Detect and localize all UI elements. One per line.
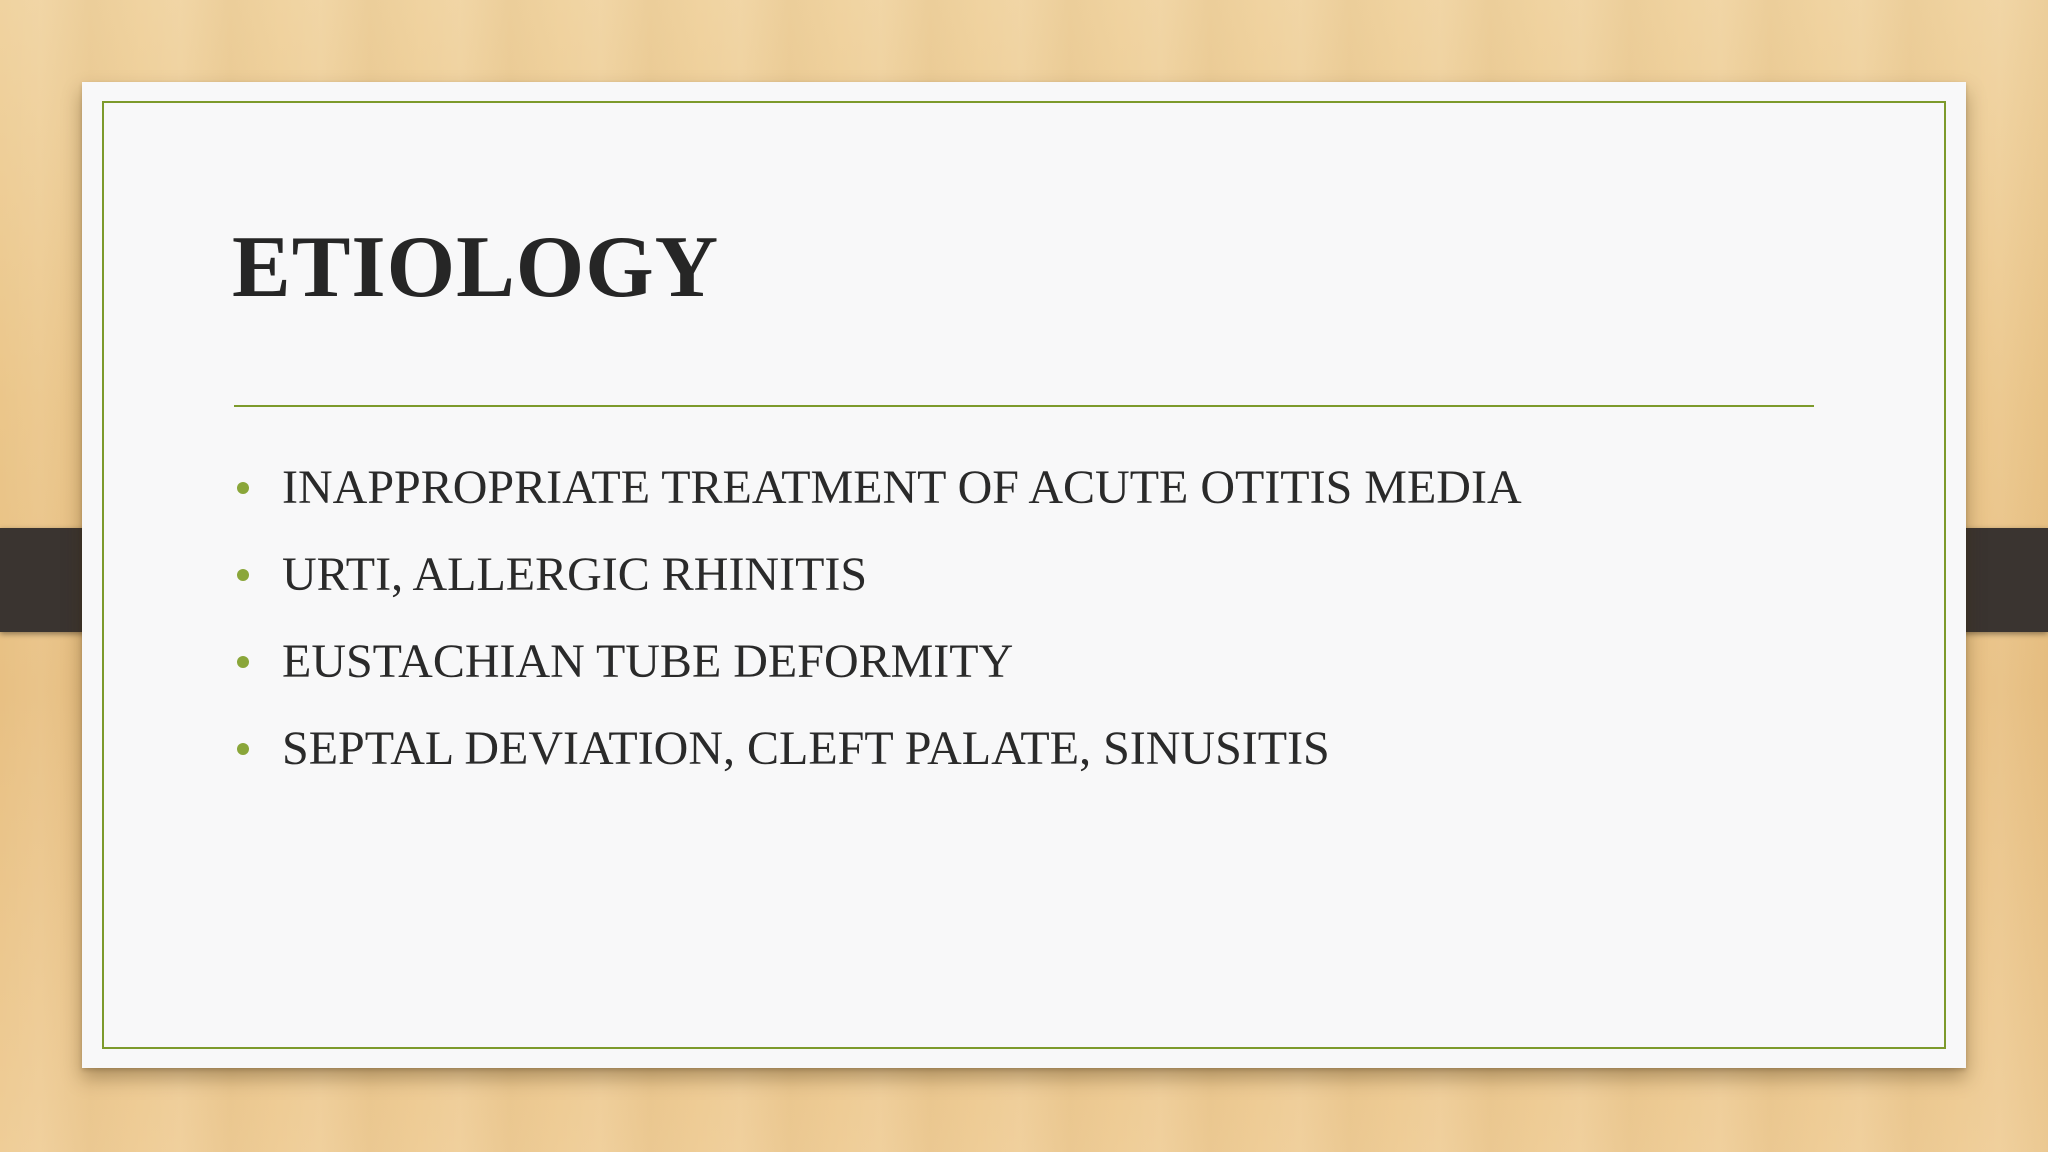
title-divider bbox=[234, 405, 1814, 407]
bullet-text: EUSTACHIAN TUBE DEFORMITY bbox=[282, 635, 1014, 688]
bullet-text: SEPTAL DEVIATION, CLEFT PALATE, SINUSITIS bbox=[282, 722, 1330, 775]
slide-title: ETIOLOGY bbox=[232, 219, 720, 316]
bullet-item bbox=[234, 531, 1522, 618]
bullet-dot-icon bbox=[237, 656, 249, 668]
bullet-item bbox=[234, 618, 1522, 705]
bullet-dot-icon bbox=[237, 569, 249, 581]
bullet-list bbox=[234, 444, 1522, 792]
bullet-dot-icon bbox=[237, 482, 249, 494]
bullet-item bbox=[234, 705, 1522, 792]
bullet-text: INAPPROPRIATE TREATMENT OF ACUTE OTITIS MEDIA bbox=[282, 461, 1522, 514]
bullet-text: URTI, ALLERGIC RHINITIS bbox=[282, 548, 868, 601]
bullet-item bbox=[234, 444, 1522, 531]
bullet-dot-icon bbox=[237, 743, 249, 755]
slide-card bbox=[82, 82, 1966, 1068]
